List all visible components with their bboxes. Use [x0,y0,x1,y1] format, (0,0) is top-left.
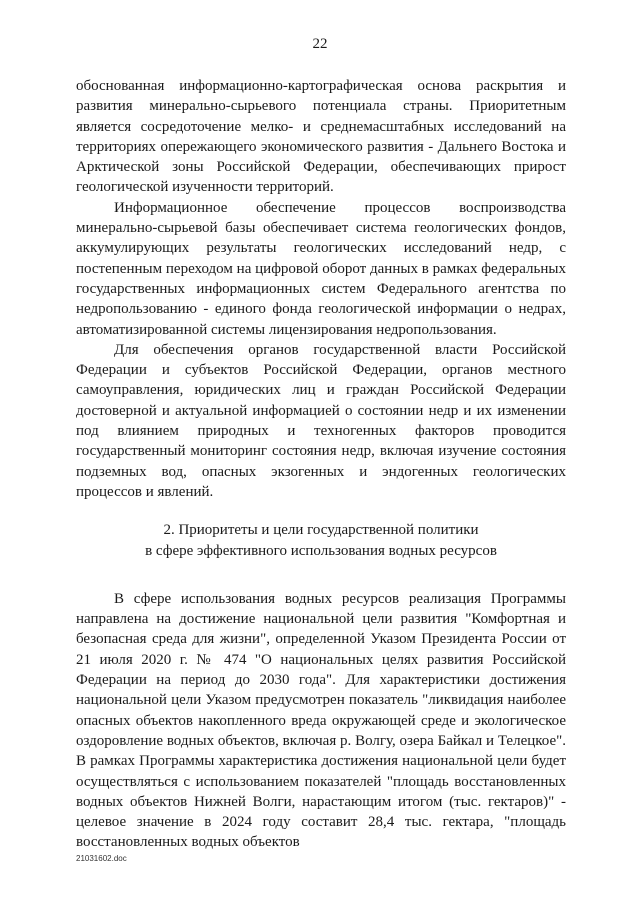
paragraph: Для обеспечения органов государственной власти Российской Федерации и субъектов Российской Федерации, органов местного самоуправления, юридических лиц и граждан Российской Федерации достоверной и актуальной информацией о состоянии недр и их изменении под влиянием природных и техногенных факторов проводится государственный мониторинг состояния недр, включая изучение состояния подземных вод, опасных экзогенных и эндогенных геологических процессов и явлений. [76,341,566,500]
paragraph: В сфере использования водных ресурсов реализация Программы направлена на достижение национальной цели развития "Комфортная и безопасная среда для жизни", определенной Указом Президента России от 21 июля 2020 г. № 474 "О национальных целях развития Российской Федерации на период до 2030 года". Для характеристики достижения национальной цели Указом предусмотрен показатель "ликвидация наиболее опасных объектов накопленного вреда окружающей среде и экологическое оздоровление водных объектов, включая р. Волгу, озера Байкал и Телецкое". В рамках Программы характеристика достижения национальной цели будет осуществляться с использованием показателей "площадь восстановленных водных объектов Нижней Волги, нарастающим итогом (тыс. гектаров)" - целевое значение в 2024 году составит 28,4 тыс. гектара, "площадь восстановленных водных объектов [76,590,566,851]
section-heading-line: в сфере эффективного использования водных ресурсов [145,542,497,559]
file-name-footer: 21031602.doc [76,854,127,863]
page-number: 22 [312,36,328,52]
section-heading [76,520,566,561]
paragraph: Информационное обеспечение процессов воспроизводства минерально-сырьевой базы обеспечивает система геологических фондов, аккумулирующих результаты геологических исследований недр, с постепенным переходом на цифровой оборот данных в рамках федеральных государственных информационных систем Федерального агентства по недропользованию - единого фонда геологической информации о недрах, автоматизированной системы лицензирования недропользования. [76,199,566,338]
document-body [76,76,566,853]
section-heading-line: 2. Приоритеты и цели государственной политики [163,522,479,539]
paragraph: обоснованная информационно-картографическая основа раскрытия и развития минерально-сырьевого потенциала страны. Приоритетным является сосредоточение мелко- и среднемасштабных исследований на территориях опережающего экономического развития - Дальнего Востока и Арктической зоны Российской Федерации, обеспечивающих прирост геологической изученности территорий. [76,78,566,196]
